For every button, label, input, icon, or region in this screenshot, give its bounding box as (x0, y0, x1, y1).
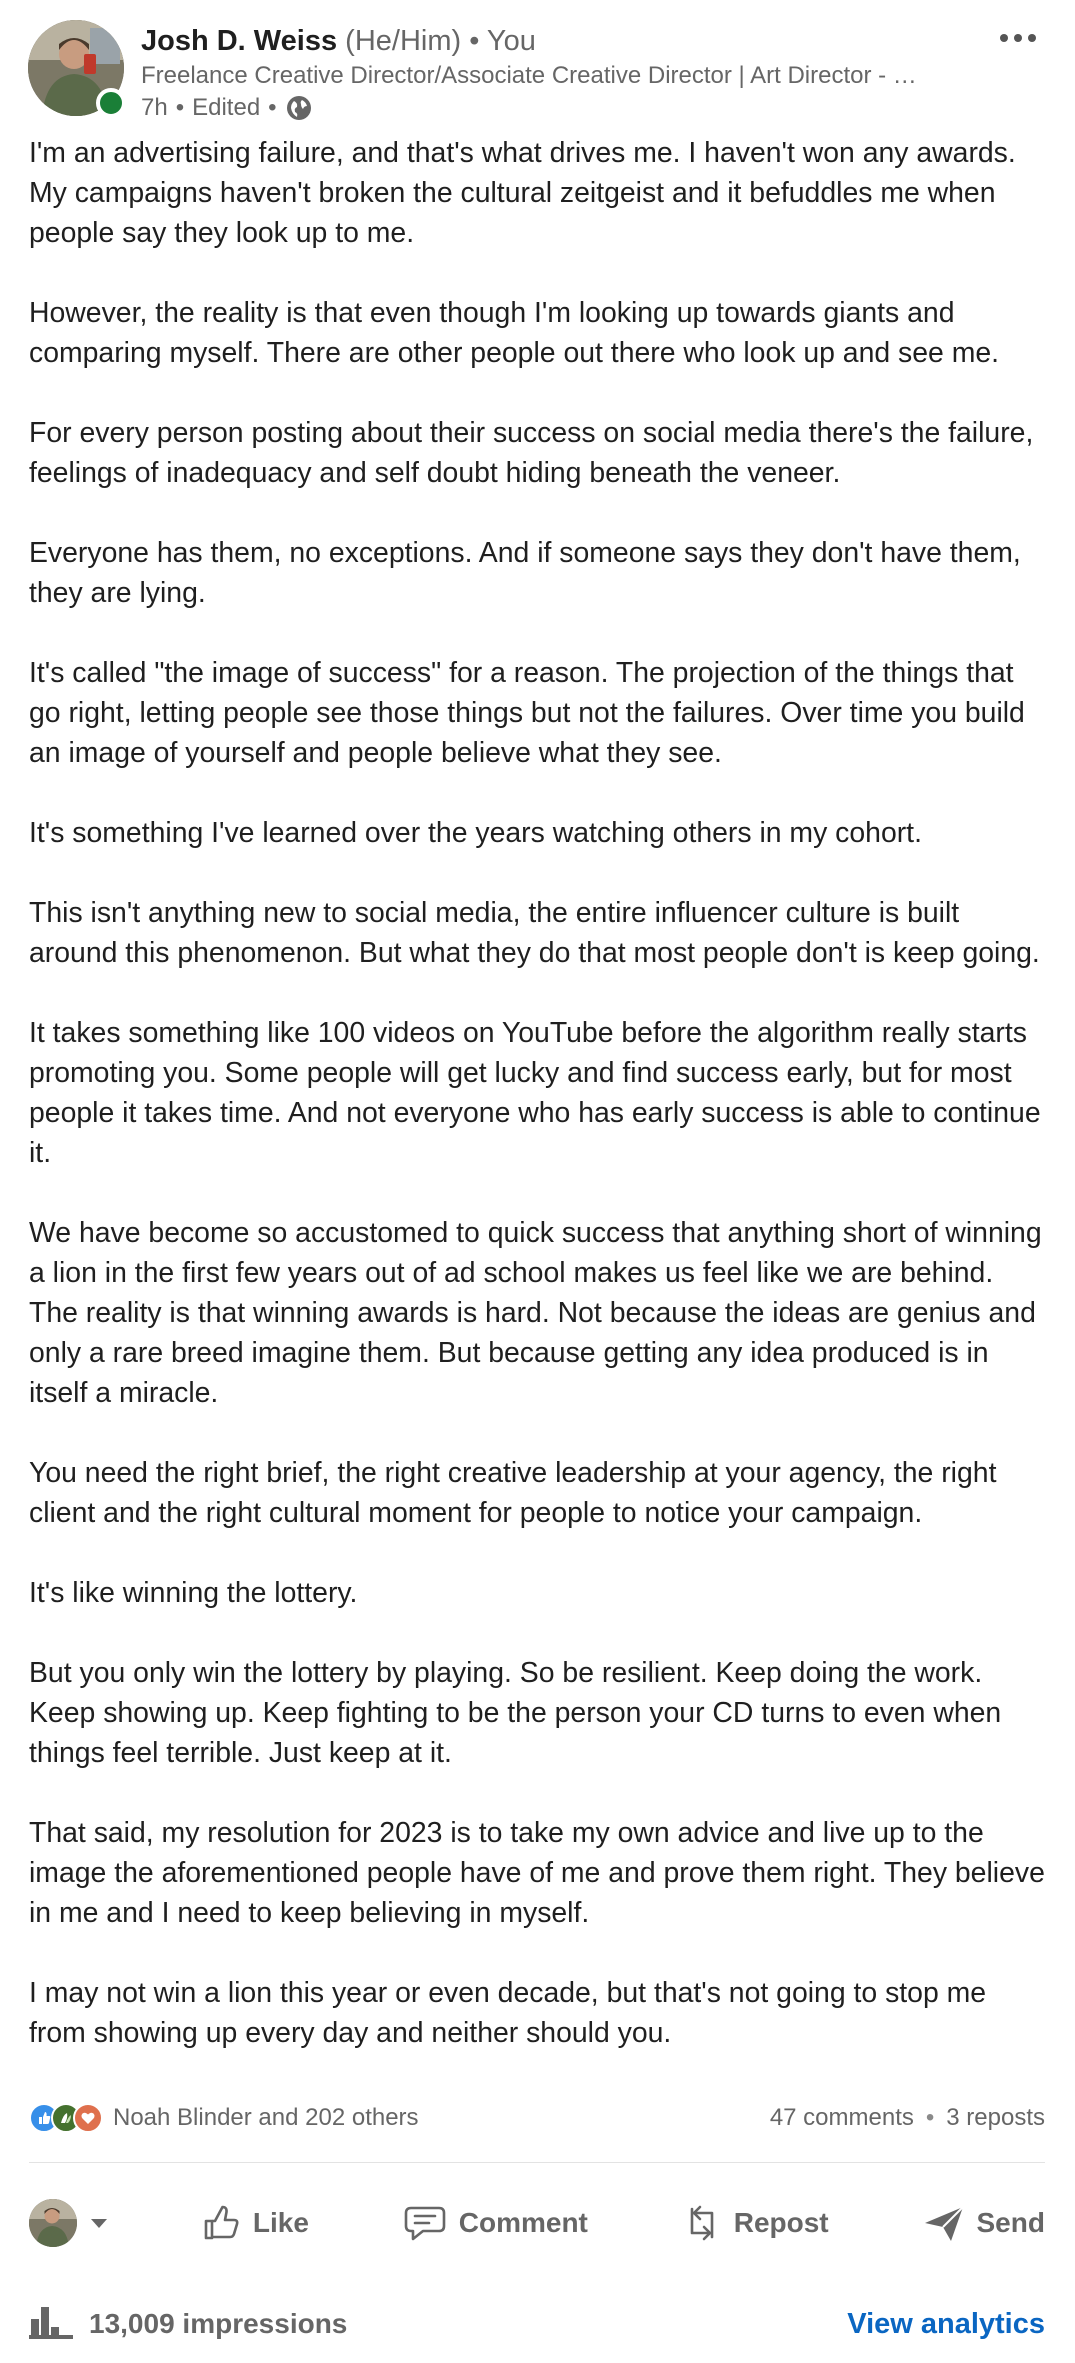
post-paragraph: It's like winning the lottery. (29, 1577, 358, 1609)
author-name-line (141, 22, 1001, 60)
separator-dot: • (925, 2104, 935, 2131)
post-paragraph: You need the right brief, the right creative leadership at your agency, the right client and the right cultural moment for people to notice your campaign. (29, 1457, 997, 1529)
repost-button[interactable] (682, 2193, 829, 2253)
engagement-counts (770, 2104, 1045, 2132)
reactions-summary[interactable] (29, 2103, 419, 2133)
post-time: 7h (141, 94, 168, 121)
bar-chart-icon (29, 2303, 73, 2346)
avatar (29, 2199, 77, 2247)
author-headline: Freelance Creative Director/Associate Creative Director | Art Director - … (141, 62, 917, 89)
edited-label: Edited (192, 94, 261, 121)
post-paragraph: This isn't anything new to social media, the entire influencer culture is built around this phenomenon. But what they do that most people don't is keep going. (29, 897, 1040, 969)
post-paragraph: I may not win a lion this year or even decade, but that's not going to stop me from showing up every day and neither should you. (29, 1977, 987, 2049)
author-info (141, 22, 1001, 124)
post-paragraph: However, the reality is that even though I'm looking up towards giants and comparing myself. There are other people out there who look up and see me. (29, 297, 1000, 369)
repost-label: Repost (733, 2207, 829, 2238)
reposts-count[interactable]: 3 reposts (946, 2104, 1045, 2131)
reaction-icons (29, 2103, 103, 2133)
comment-label: Comment (458, 2207, 588, 2238)
social-counts (29, 2098, 1045, 2138)
thumbs-up-icon (201, 2203, 241, 2243)
more-options-icon[interactable] (988, 20, 1048, 56)
separator-dot: • (469, 25, 480, 57)
post-header (28, 20, 1048, 120)
online-status-indicator (96, 88, 126, 118)
repost-icon (682, 2203, 722, 2243)
reactions-text: Noah Blinder and 202 others (113, 2104, 419, 2131)
like-label: Like (252, 2207, 309, 2238)
impressions-count: 13,009 impressions (89, 2308, 348, 2339)
comments-count[interactable]: 47 comments (769, 2104, 914, 2131)
post-paragraph: For every person posting about their success on social media there's the failure, feelings of inadequacy and self doubt hiding beneath the veneer. (29, 417, 1034, 489)
comment-icon (403, 2203, 447, 2243)
love-reaction-icon (73, 2103, 103, 2133)
post-analytics (29, 2300, 1045, 2348)
chevron-down-icon (91, 2219, 107, 2228)
view-analytics-link[interactable]: View analytics (847, 2307, 1045, 2340)
send-icon (923, 2203, 965, 2243)
actor-switcher[interactable] (29, 2199, 107, 2247)
post-body (29, 133, 1049, 2053)
post-meta (141, 92, 1001, 124)
post-paragraph: It takes something like 100 videos on YouTube before the algorithm really starts promoting you. Some people will get lucky and find success early, but for most people it takes time. And not everyone who has early success is able to continue it. (29, 1017, 1041, 1169)
post-paragraph: Everyone has them, no exceptions. And if someone says they don't have them, they are lying. (29, 537, 1021, 609)
post-paragraph: That said, my resolution for 2023 is to take my own advice and live up to the image the aforementioned people have of me and prove them right. They believe in me and I need to keep believing in myself. (29, 1817, 1045, 1929)
post-paragraph: But you only win the lottery by playing. So be resilient. Keep doing the work. Keep showing up. Keep fighting to be the person your CD turns to even when things feel terrible. Just keep at it. (29, 1657, 1002, 1769)
impressions (29, 2303, 347, 2346)
separator-dot: • (268, 94, 277, 121)
like-button[interactable] (201, 2193, 309, 2253)
divider (29, 2162, 1045, 2163)
author-name[interactable]: Josh D. Weiss (141, 25, 338, 57)
send-label: Send (976, 2207, 1045, 2238)
author-relation: You (486, 25, 536, 57)
comment-button[interactable] (403, 2193, 588, 2253)
post-actions (29, 2183, 1045, 2263)
globe-icon (285, 94, 313, 122)
post-paragraph: It's something I've learned over the years watching others in my cohort. (29, 817, 922, 849)
author-pronouns: (He/Him) (345, 25, 462, 57)
post-paragraph: We have become so accustomed to quick success that anything short of winning a lion in the first few years out of ad school makes us feel like we are behind. The reality is that winning awards is hard. Not because the ideas are genius and only a rare breed imagine them. But because getting any idea produced is in itself a miracle. (29, 1217, 1042, 1409)
send-button[interactable] (923, 2193, 1045, 2253)
author-avatar[interactable] (28, 20, 124, 116)
post-paragraph: It's called "the image of success" for a reason. The projection of the things that go right, letting people see those things but not the failures. Over time you build an image of yourself and people believe what they see. (29, 657, 1025, 769)
post-paragraph: I'm an advertising failure, and that's what drives me. I haven't won any awards. My campaigns haven't broken the cultural zeitgeist and it befuddles me when people say they look up to me. (29, 137, 1016, 249)
separator-dot: • (175, 94, 185, 121)
